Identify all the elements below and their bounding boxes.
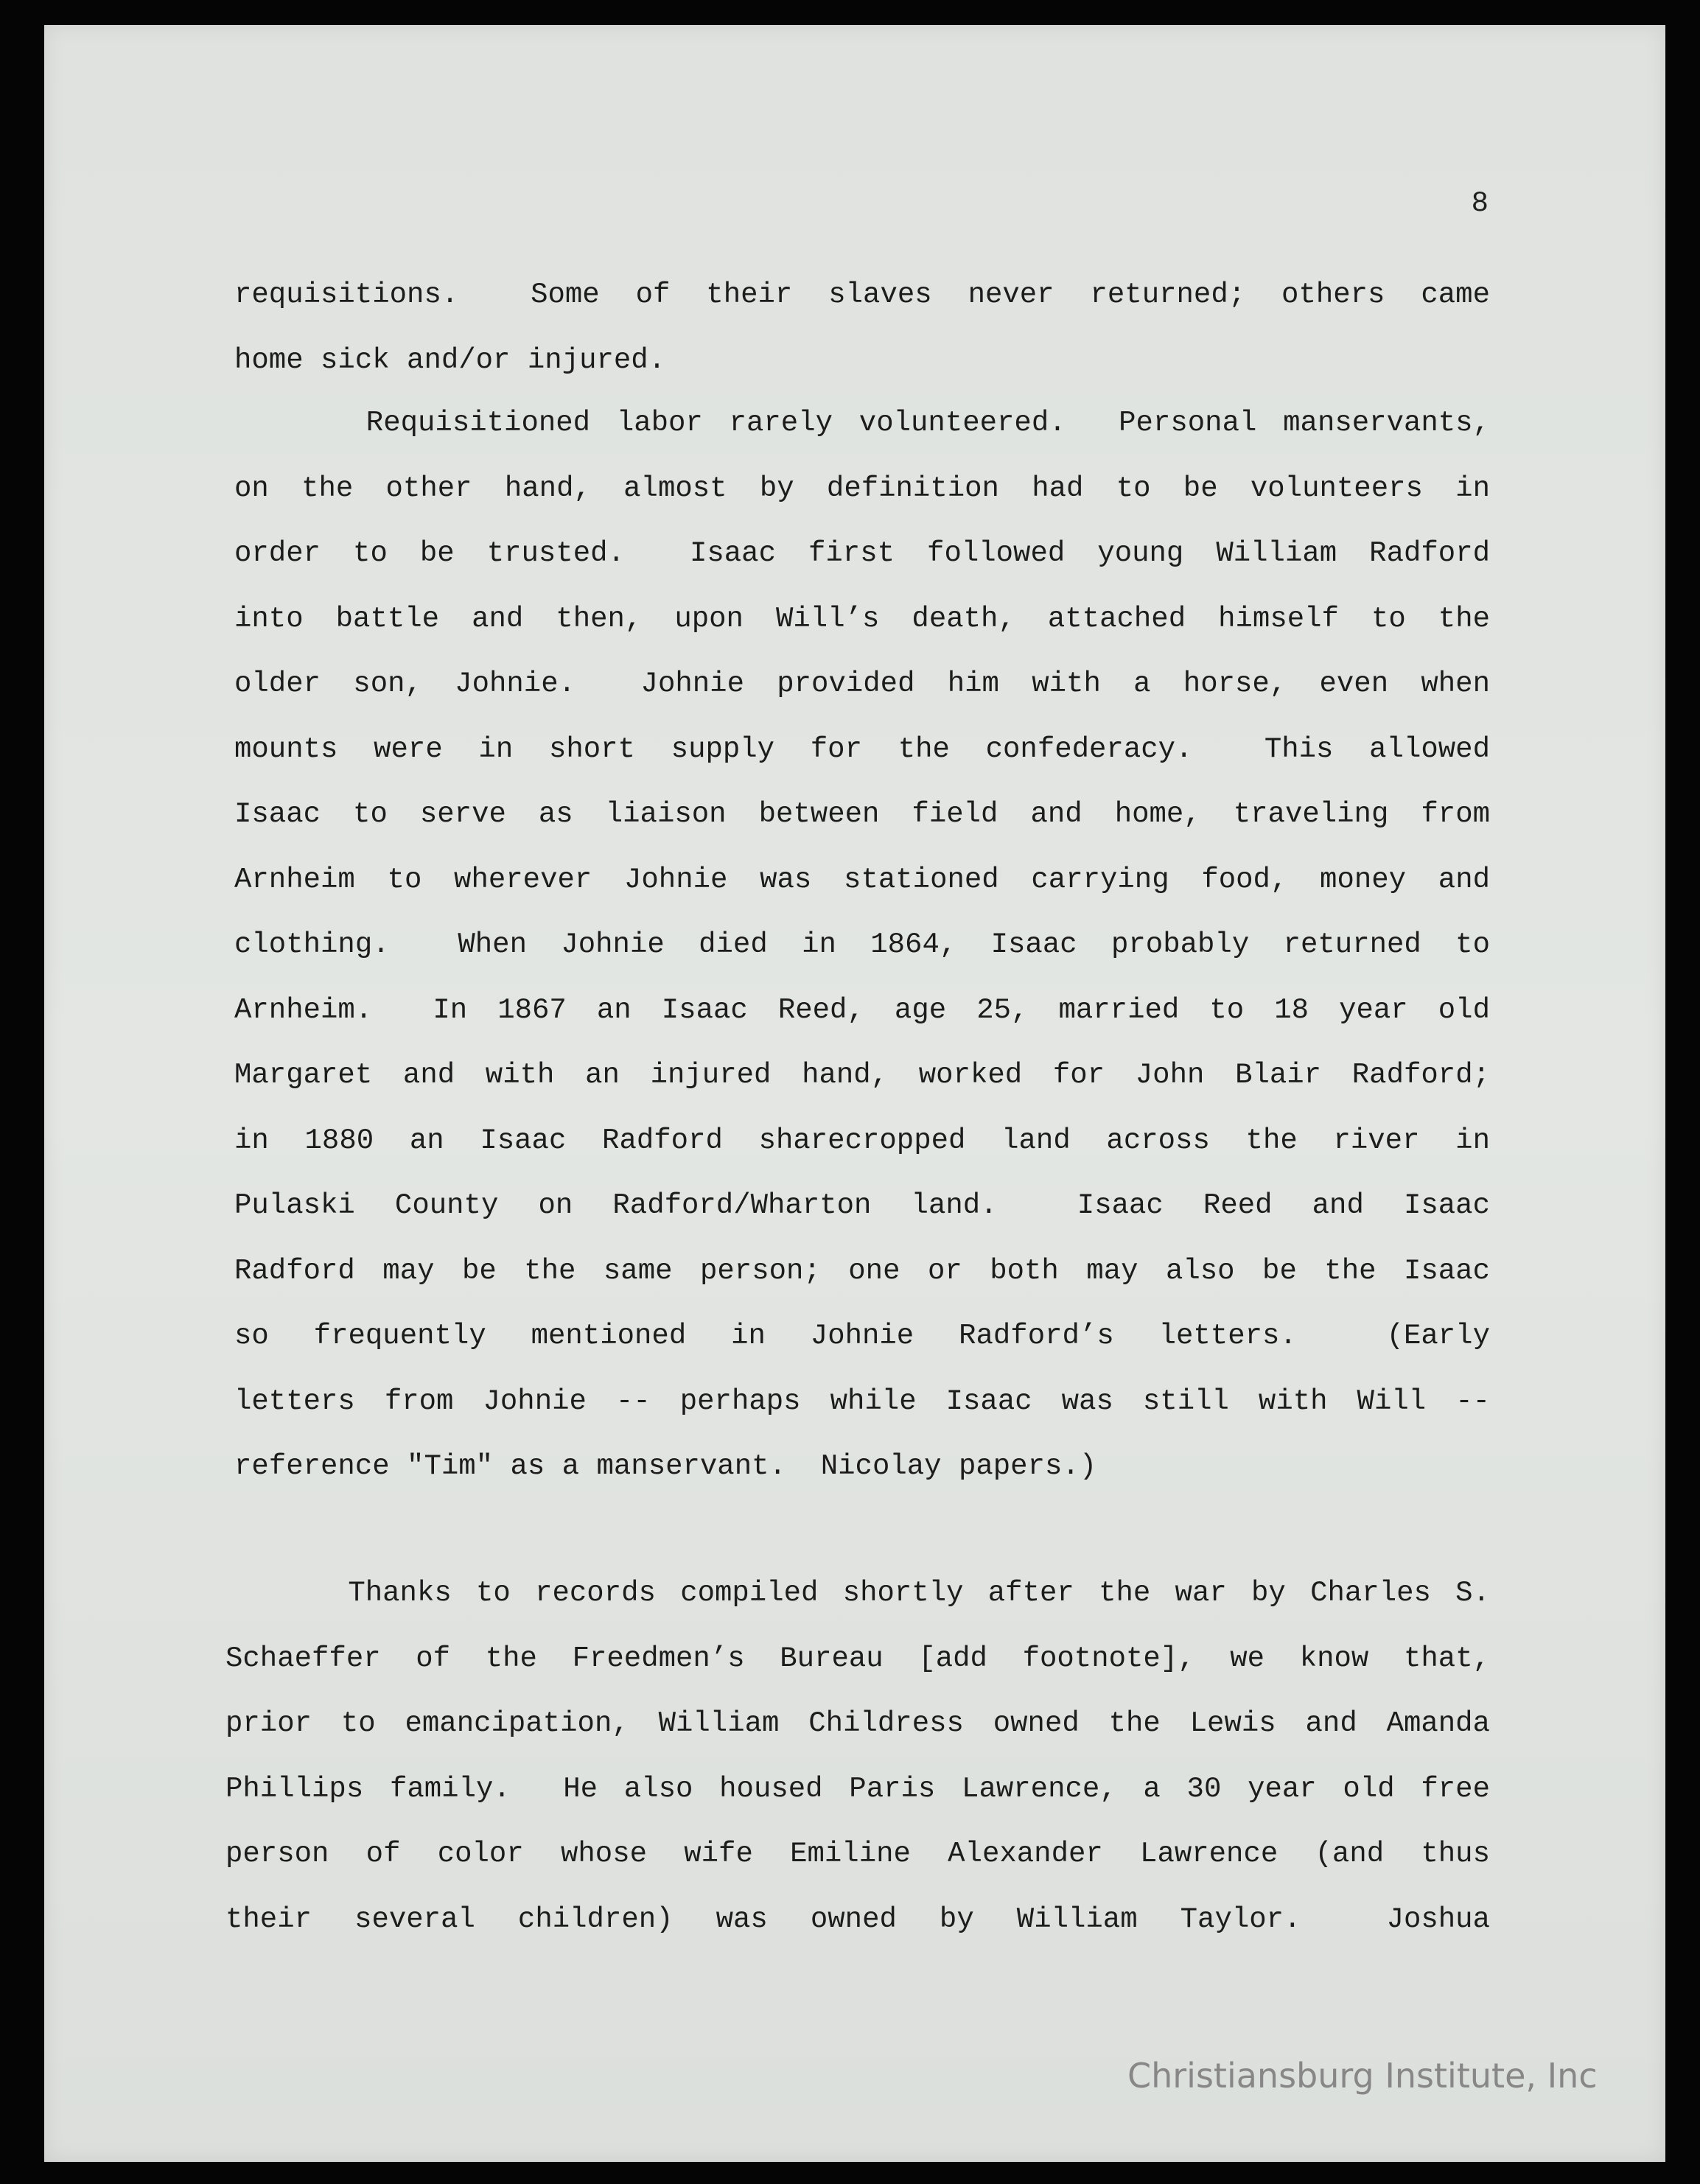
text-line: requisitions. Some of their slaves never returned; others came xyxy=(234,279,1490,311)
text-line: Pulaski County on Radford/Wharton land. Isaac Reed and Isaac xyxy=(234,1189,1490,1222)
paragraph-3 xyxy=(225,1561,1490,1952)
text-line: reference "Tim" as a manservant. Nicolay papers.) xyxy=(234,1450,1097,1483)
text-line: order to be trusted. Isaac first followed young William Radford xyxy=(234,537,1490,570)
text-line: Isaac to serve as liaison between field and home, traveling from xyxy=(234,798,1490,830)
text-line: letters from Johnie -- perhaps while Isaac was still with Will -- xyxy=(234,1385,1490,1418)
text-line: Schaeffer of the Freedmen’s Bureau [add footnote], we know that, xyxy=(225,1642,1490,1675)
paragraph-1 xyxy=(234,262,1490,393)
text-line: Requisitioned labor rarely volunteered. Personal manservants, xyxy=(234,407,1490,439)
text-line: on the other hand, almost by definition had to be volunteers in xyxy=(234,472,1490,505)
watermark: Christiansburg Institute, Inc xyxy=(1127,2056,1598,2096)
text-line: Radford may be the same person; one or both may also be the Isaac xyxy=(234,1254,1490,1287)
text-line: so frequently mentioned in Johnie Radford’s letters. (Early xyxy=(234,1320,1490,1352)
text-line: mounts were in short supply for the confederacy. This allowed xyxy=(234,732,1490,766)
text-line: into battle and then, upon Will’s death, attached himself to the xyxy=(234,602,1490,635)
text-line: Arnheim. In 1867 an Isaac Reed, age 25, married to 18 year old xyxy=(234,993,1490,1026)
text-line: Margaret and with an injured hand, worked for John Blair Radford; xyxy=(234,1059,1490,1091)
text-line: clothing. When Johnie died in 1864, Isaac probably returned to xyxy=(234,928,1490,961)
page-number: 8 xyxy=(1471,187,1489,220)
text-line: their several children) was owned by William Taylor. Joshua xyxy=(225,1903,1490,1936)
text-line: Thanks to records compiled shortly after the war by Charles S. xyxy=(225,1577,1490,1609)
text-line: older son, Johnie. Johnie provided him with a horse, even when xyxy=(234,668,1490,700)
text-line: Phillips family. He also housed Paris Lawrence, a 30 year old free xyxy=(225,1772,1490,1805)
text-line: Arnheim to wherever Johnie was stationed carrying food, money and xyxy=(234,863,1490,896)
text-line: in 1880 an Isaac Radford sharecropped land across the river in xyxy=(234,1124,1490,1157)
text-line: home sick and/or injured. xyxy=(234,343,666,377)
text-line: prior to emancipation, William Childress owned the Lewis and Amanda xyxy=(225,1707,1490,1740)
text-line: person of color whose wife Emiline Alexander Lawrence (and thus xyxy=(225,1838,1490,1870)
paragraph-2 xyxy=(234,391,1490,1499)
